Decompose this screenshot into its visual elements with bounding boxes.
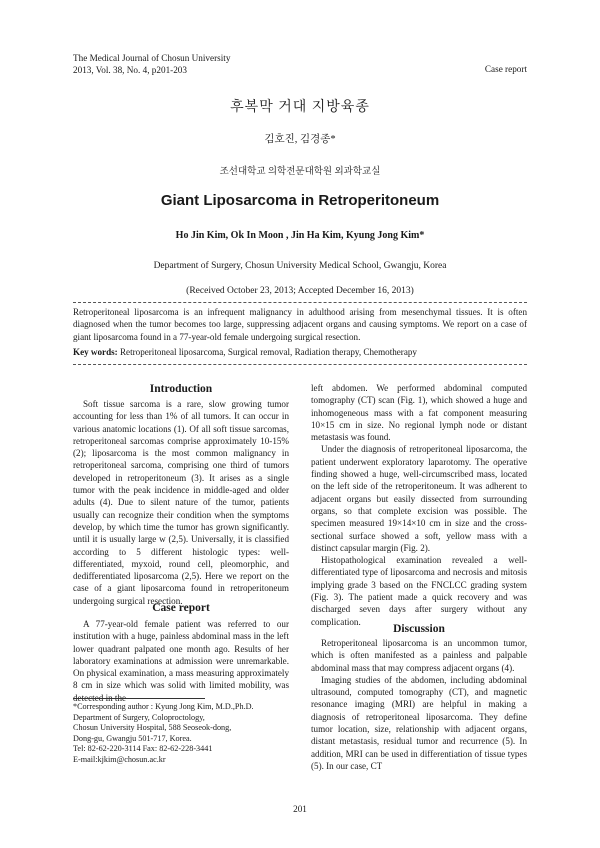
case-report-continued <box>311 382 527 628</box>
discussion-paragraph: Retroperitoneal liposarcoma is an uncommon tumor, which is often manifested as a painless and palpable abdominal mass that may compress adjacent organs (4). <box>311 638 527 673</box>
article-type: Case report <box>484 64 527 74</box>
discussion-body <box>311 637 527 772</box>
author-list: Ho Jin Kim, Ok In Moon , Jin Ha Kim, Kyung Jong Kim* <box>175 230 425 241</box>
introduction-heading: Introduction <box>149 383 213 395</box>
korean-affiliation: 조선대학교 의학전문대학원 외과학교실 <box>219 167 381 177</box>
discussion-heading: Discussion <box>393 623 445 635</box>
footnote-line: *Corresponding author : Kyung Jong Kim, M.D.,Ph.D. <box>73 702 254 711</box>
abstract-top-divider <box>73 302 527 303</box>
introduction-body <box>73 398 289 607</box>
page-number: 201 <box>293 804 307 814</box>
footnote-line: Tel: 82-62-220-3114 Fax: 82-62-228-3441 <box>73 744 213 754</box>
footnote-rule <box>73 698 205 699</box>
keywords-label: Key words: <box>73 347 118 357</box>
korean-title: 후복막 거대 지방육종 <box>230 100 370 115</box>
corresponding-author-footnote <box>73 702 289 766</box>
affiliation: Department of Surgery, Chosun University Medical School, Gwangju, Korea <box>153 261 447 271</box>
abstract-bottom-divider <box>73 364 527 365</box>
introduction-paragraph: Soft tissue sarcoma is a rare, slow growing tumor accounting for less than 1% of all tumors. It can occur in various anatomic locations (1). Of all soft tissue sarcomas, retroperitoneal sarcomas comprise approximately 10-15% (2); liposarcoma is the most common malignancy in retroperitoneal sarcoma, comprising one third of tumors developed in retroperitoneum (3). It arises as a single tumor with the peak incidence in middle-aged and older adults (4). Due to silent nature of the tumor, patients usually can recognize their condition when the symptoms develop, by which time the tumor has grown significantly. until it is usually large w (2,5). Universally, it is classified according to 5 different histologic types: well-differentiated, myxoid, round cell, pleomorphic, and dedifferentiated liposarcoma (2,5). Here we report on the case of a giant liposarcoma found in retroperitoneum undergoing surgical resection. <box>73 399 289 606</box>
case-report-heading: Case report <box>152 602 210 614</box>
paper-title: Giant Liposarcoma in Retroperitoneum <box>160 192 440 209</box>
discussion-paragraph: Imaging studies of the abdomen, including abdominal ultrasound, computed tomography (CT), and magnetic resonance imaging (MRI) are helpful in making a diagnosis of retroperitoneal liposarcoma. They define tumor location, size, relationship with adjacent organs, distant metastasis, residual tumor and recurrence (5). In addition, MRI can be used in differentiation of tissue types (5). In our case, CT <box>311 674 527 771</box>
received-dates: (Received October 23, 2013; Accepted December 16, 2013) <box>186 286 414 296</box>
footnote-line: Department of Surgery, Coloproctology, <box>73 712 205 722</box>
case-paragraph: Under the diagnosis of retroperitoneal liposarcoma, the patient underwent exploratory laparotomy. The operative finding showed a huge, well-circumscribed mass, located on the left side of the retroperitoneum. It was adherent to adjacent organs but easily dissected from surrounding organs, so that complete excision was possible. The specimen measured 19×14×10 cm in size and the cross-sectional surface showed a soft, yellow mass with a distinct capsular margin (Fig. 2). <box>311 444 527 553</box>
journal-header <box>73 52 230 76</box>
keywords <box>73 346 527 358</box>
case-paragraph: left abdomen. We performed abdominal computed tomography (CT) scan (Fig. 1), which showed a huge and inhomogeneous mass with a fat component measuring 10×15 cm in size. No regional lymph node or distant metastasis was found. <box>311 383 527 443</box>
footnote-line: Dong-gu, Gwangju 501-717, Korea. <box>73 733 192 743</box>
keywords-list: Retroperitoneal liposarcoma, Surgical removal, Radiation therapy, Chemotherapy <box>117 347 417 357</box>
footnote-line: Chosun University Hospital, 588 Seoseok-dong, <box>73 723 232 733</box>
case-report-paragraph: A 77-year-old female patient was referred to our institution with a huge, painless abdominal mass in the left lower quadrant palpated one month ago. Results of her laboratory examinations at admission were unremarkable. On physical examination, a mass measuring approximately 8 cm in size which was solid with limited mobility, was detected in the <box>73 619 289 703</box>
journal-citation: 2013, Vol. 38, No. 4, p201-203 <box>73 65 187 75</box>
case-report-body <box>73 618 289 704</box>
korean-authors: 김호진, 김경종* <box>264 134 336 145</box>
case-paragraph: Histopathological examination revealed a well-differentiated type of liposarcoma and necrosis and mitosis implying grade 3 based on the FNCLCC grading system (Fig. 3). The patient made a quick recovery and was discharged seven days after surgery without any complication. <box>311 555 527 627</box>
abstract: Retroperitoneal liposarcoma is an infrequent malignancy in adulthood arising from mesenchymal tissues. It is often diagnosed when the tumor becomes too large, suppressing adjacent organs and causing symptoms. We report on a case of giant liposarcoma found in a 77-year-old female undergoing surgical resection. <box>73 307 527 342</box>
footnote-email: E-mail:kjkim@chosun.ac.kr <box>73 754 166 764</box>
journal-name: The Medical Journal of Chosun University <box>73 53 231 63</box>
